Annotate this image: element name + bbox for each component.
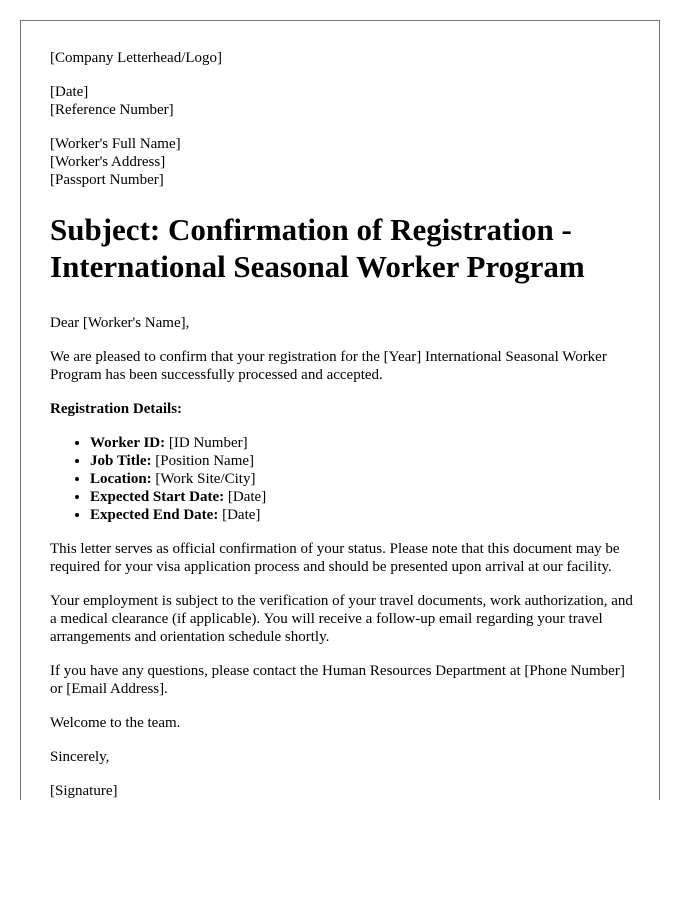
intro-paragraph: We are pleased to confirm that your registration for the [Year] International Seasonal Worker Program has been successfully processed and accepted. — [50, 349, 607, 383]
closing: Sincerely, — [50, 749, 110, 765]
list-item-worker-id — [90, 434, 635, 452]
recipient-address: [Worker's Address] — [50, 154, 166, 170]
letter-date: [Date] — [50, 84, 89, 100]
detail-value: [ID Number] — [165, 435, 248, 451]
list-item-location — [90, 470, 635, 488]
letterhead — [50, 49, 635, 67]
list-item-end-date — [90, 506, 635, 524]
detail-value: [Date] — [224, 489, 267, 505]
subject-heading: Subject: Confirmation of Registration - International Seasonal Worker Program — [50, 212, 585, 284]
letter-page — [20, 20, 660, 800]
contact-paragraph: If you have any questions, please contact the Human Resources Department at [Phone Number] or [Email Address]. — [50, 663, 625, 697]
signature-placeholder: [Signature] — [50, 783, 118, 799]
employment-paragraph: Your employment is subject to the verification of your travel documents, work authorization, and a medical clearance (if applicable). You will receive a follow-up email regarding your travel arrangements and orientation schedule shortly. — [50, 593, 633, 645]
list-item-start-date — [90, 488, 635, 506]
detail-value: [Position Name] — [151, 453, 255, 469]
letterhead-text: [Company Letterhead/Logo] — [50, 50, 223, 66]
letter-meta — [50, 83, 635, 119]
reference-number: [Reference Number] — [50, 102, 174, 118]
recipient-full-name: [Worker's Full Name] — [50, 136, 181, 152]
detail-label: Location: — [90, 471, 152, 487]
detail-label: Worker ID: — [90, 435, 166, 451]
detail-label: Expected End Date: — [90, 507, 219, 523]
recipient-block — [50, 135, 635, 189]
recipient-passport: [Passport Number] — [50, 172, 164, 188]
registration-details-heading: Registration Details: — [50, 401, 183, 417]
welcome-paragraph: Welcome to the team. — [50, 715, 181, 731]
letter-content — [50, 49, 635, 800]
list-item-job-title — [90, 452, 635, 470]
detail-value: [Work Site/City] — [151, 471, 256, 487]
confirmation-paragraph: This letter serves as official confirmation of your status. Please note that this document may be required for your visa application process and should be presented upon arrival at our facility. — [50, 541, 620, 575]
registration-details-list — [50, 434, 635, 524]
detail-label: Expected Start Date: — [90, 489, 225, 505]
detail-value: [Date] — [218, 507, 261, 523]
salutation: Dear [Worker's Name], — [50, 315, 190, 331]
detail-label: Job Title: — [90, 453, 152, 469]
